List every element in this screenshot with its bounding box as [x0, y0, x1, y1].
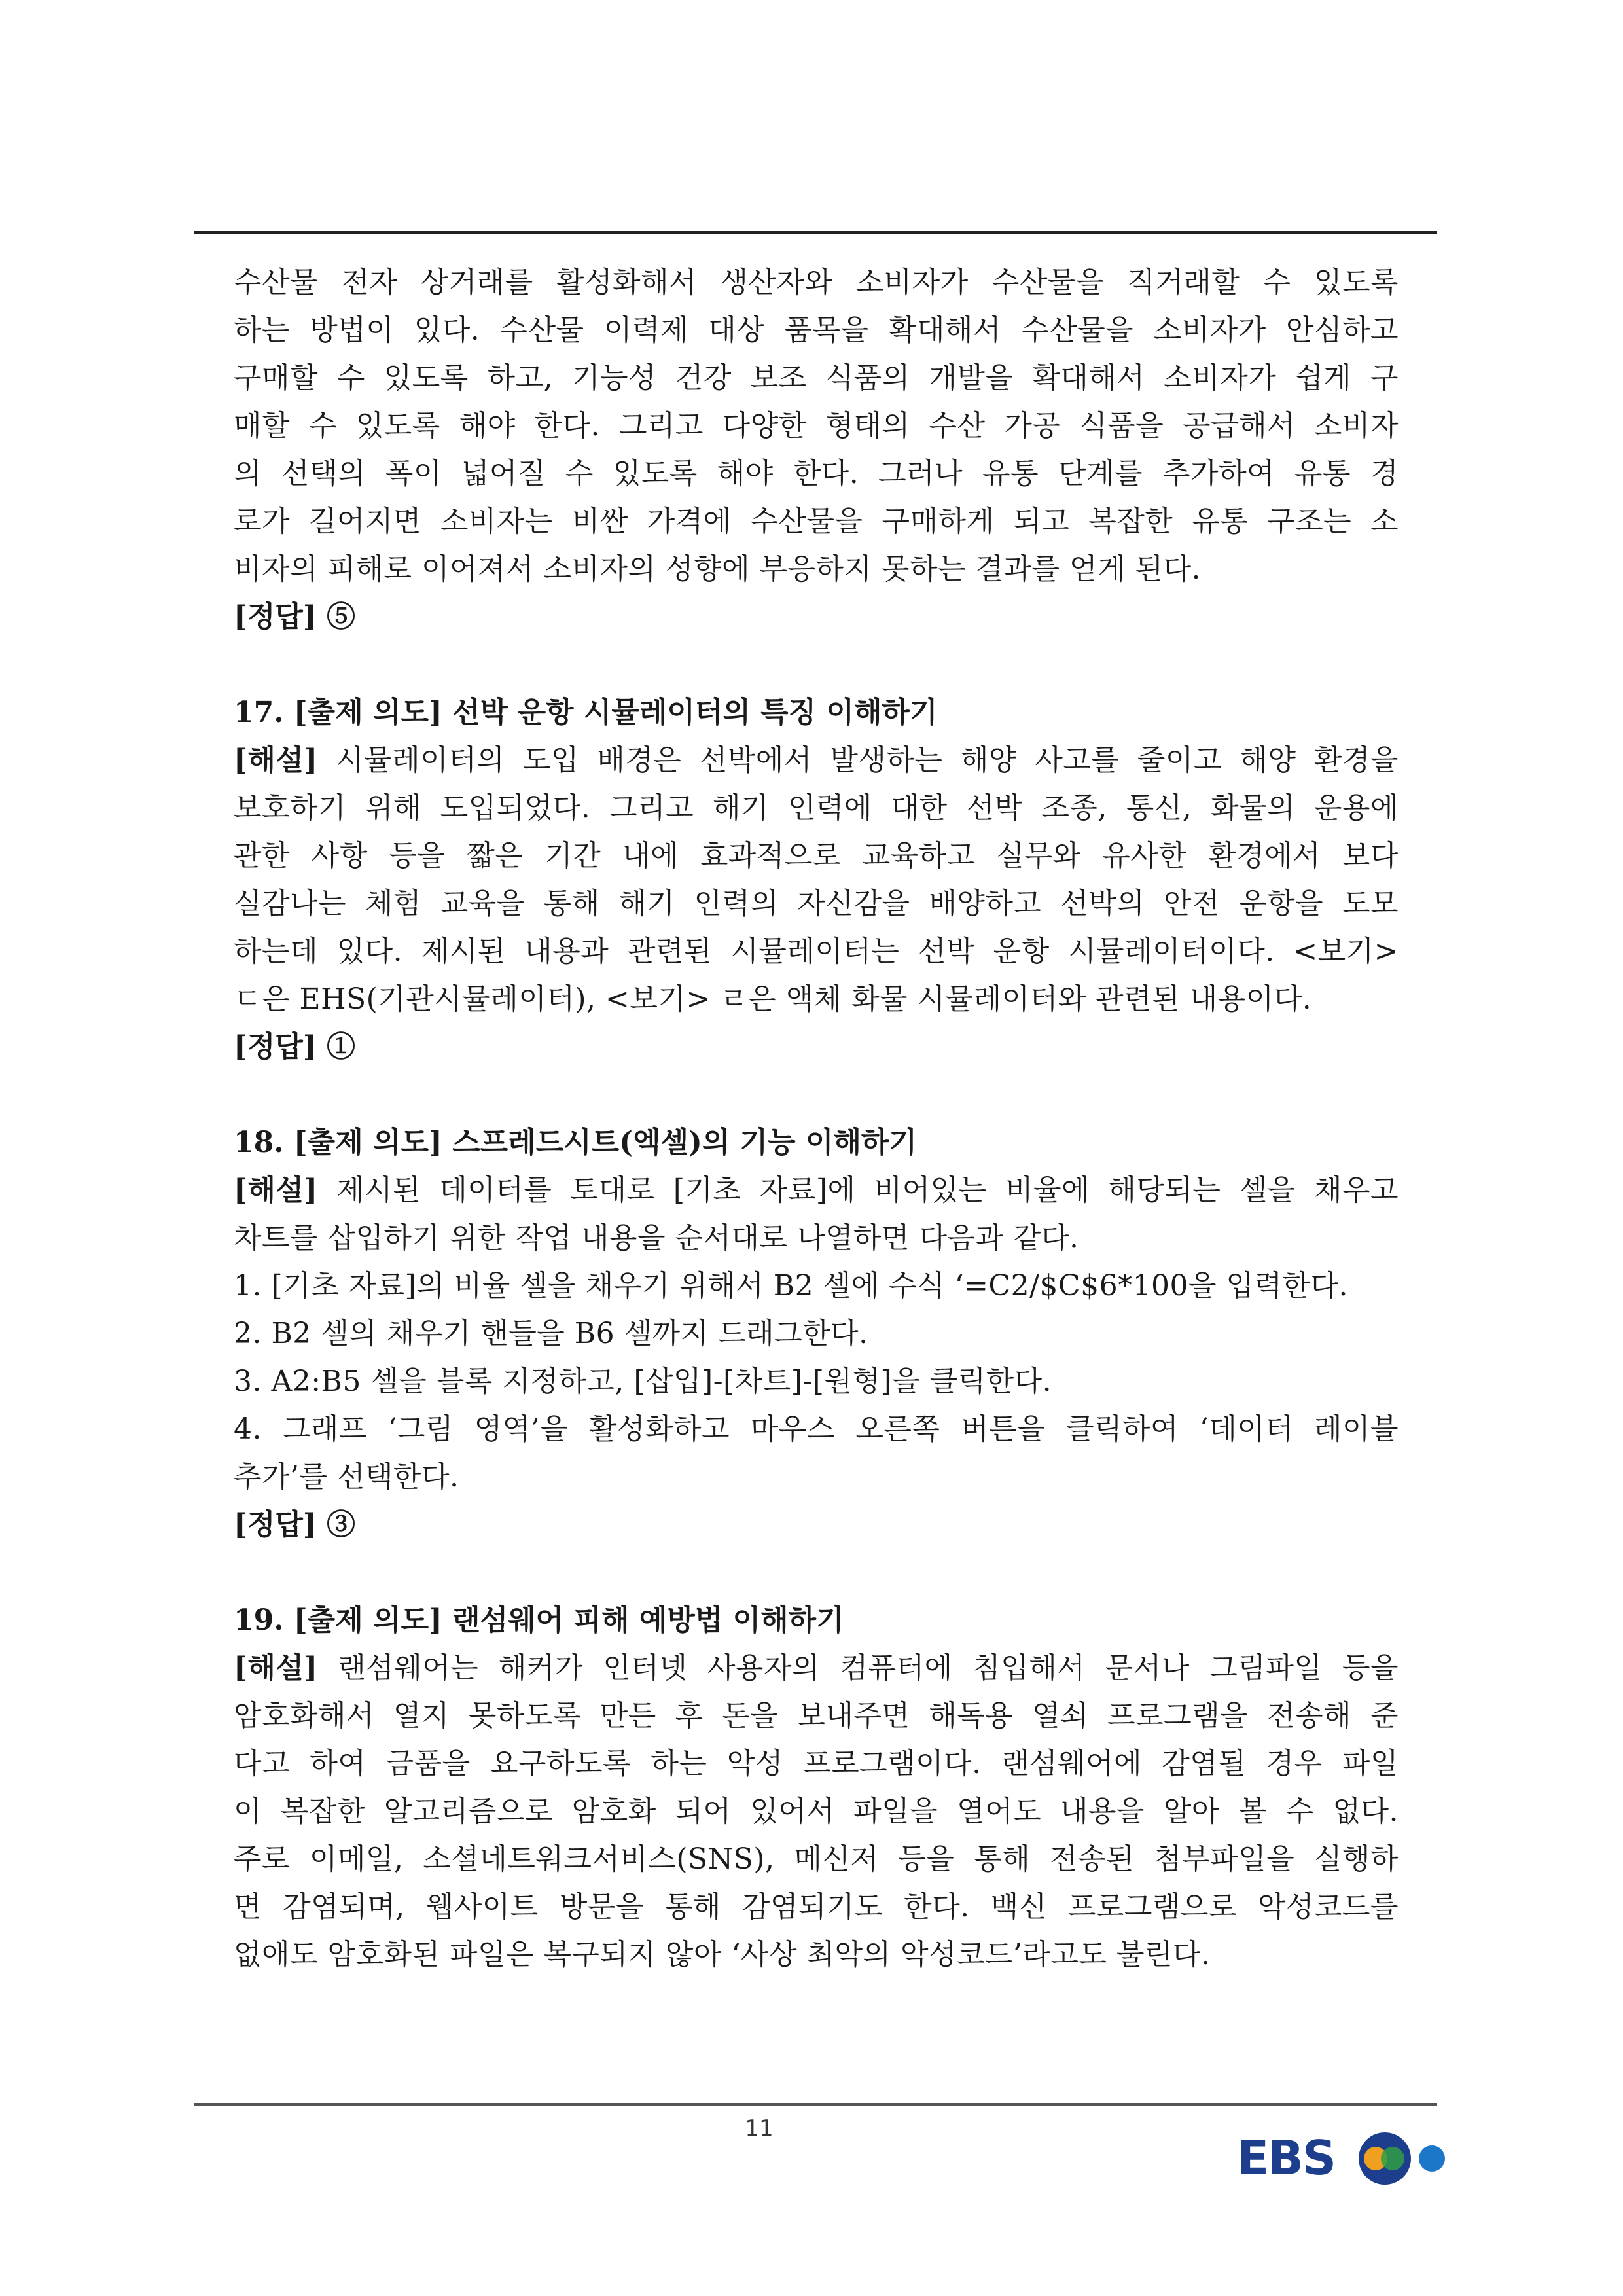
- ebs-logo: [1236, 2121, 1452, 2193]
- intro-paragraph: [234, 259, 1399, 593]
- answer-17: [정답] ①: [234, 1030, 355, 1064]
- ebs-logo-text: EBS: [1237, 2130, 1335, 2185]
- answer-18: [정답] ③: [234, 1508, 355, 1541]
- intro-line: 매할 수 있도록 해야 한다. 그리고 다양한 형태의 수산 가공 식품을 공급해서 소비자: [234, 409, 1399, 442]
- question-19-first-line: [234, 1644, 1399, 1692]
- explanation-label: [해설]: [234, 1174, 318, 1207]
- page-body: [234, 259, 1399, 1979]
- explanation-line: 실감나는 체험 교육을 통해 해기 인력의 자신감을 배양하고 선박의 안전 운항을 도모: [234, 887, 1399, 920]
- step-item: 2. B2 셀의 채우기 핸들을 B6 셀까지 드래그한다.: [234, 1317, 868, 1350]
- ebs-logo-dot-green: [1381, 2147, 1404, 2170]
- intro-line: 로가 길어지면 소비자는 비싼 가격에 수산물을 구매하게 되고 복잡한 유통 구조는 소: [234, 505, 1399, 538]
- step-item: 4. 그래프 ‘그림 영역’을 활성화하고 마우스 오른쪽 버튼을 클릭하여 ‘데이터 레이블: [234, 1412, 1399, 1446]
- step-item: 1. [기초 자료]의 비율 셀을 채우기 위해서 B2 셀에 수식 ‘=C2/$C$6*100을 입력한다.: [234, 1269, 1349, 1302]
- question-17-first-line: [234, 736, 1399, 784]
- explanation-line: 차트를 삽입하기 위한 작업 내용을 순서대로 나열하면 다음과 같다.: [234, 1221, 1079, 1255]
- explanation-line: 주로 이메일, 소셜네트워크서비스(SNS), 메신저 등을 통해 전송된 첨부파일을 실행하: [234, 1842, 1399, 1876]
- question-19-title: 19. [출제 의도] 랜섬웨어 피해 예방법 이해하기: [234, 1604, 844, 1637]
- explanation-line: 보호하기 위해 도입되었다. 그리고 해기 인력에 대한 선박 조종, 통신, 화물의 운용에: [234, 791, 1399, 825]
- explanation-line: 관한 사항 등을 짧은 기간 내에 효과적으로 교육하고 실무와 유사한 환경에서 보다: [234, 839, 1399, 872]
- explanation-label: [해설]: [234, 1651, 318, 1685]
- explanation-text: 랜섬웨어는 해커가 인터넷 사용자의 컴퓨터에 침입해서 문서나 그림파일 등을: [317, 1651, 1399, 1685]
- page-number: 11: [745, 2115, 774, 2142]
- explanation-line: 다고 하여 금품을 요구하도록 하는 악성 프로그램이다. 랜섬웨어에 감염될 경우 파일: [234, 1747, 1399, 1780]
- explanation-line: 하는데 있다. 제시된 내용과 관련된 시뮬레이터는 선박 운항 시뮬레이터이다. <보기>: [234, 935, 1399, 968]
- explanation-line: 이 복잡한 알고리즘으로 암호화 되어 있어서 파일을 열어도 내용을 알아 볼 수 없다.: [234, 1795, 1399, 1828]
- step-item-continuation: 추가’를 선택한다.: [234, 1460, 459, 1494]
- intro-line: 의 선택의 폭이 넓어질 수 있도록 해야 한다. 그러나 유통 단계를 추가하여 유통 경: [234, 457, 1399, 490]
- explanation-label: [해설]: [234, 744, 318, 777]
- explanation-line: 면 감염되며, 웹사이트 방문을 통해 감염되기도 한다. 백신 프로그램으로 악성코드를: [234, 1890, 1399, 1924]
- question-18-title: 18. [출제 의도] 스프레드시트(엑셀)의 기능 이해하기: [234, 1126, 917, 1159]
- explanation-line: ㄷ은 EHS(기관시뮬레이터), <보기> ㄹ은 액체 화물 시뮬레이터와 관련된 내용이다.: [234, 982, 1312, 1016]
- step-item: 3. A2:B5 셀을 블록 지정하고, [삽입]-[차트]-[원형]을 클릭한다.: [234, 1365, 1052, 1398]
- intro-line: 수산물 전자 상거래를 활성화해서 생산자와 소비자가 수산물을 직거래할 수 있도록: [234, 266, 1399, 299]
- explanation-line: 암호화해서 열지 못하도록 만든 후 돈을 보내주면 해독용 열쇠 프로그램을 전송해 준: [234, 1699, 1399, 1732]
- question-18-first-line: [234, 1166, 1399, 1214]
- question-17-title: 17. [출제 의도] 선박 운항 시뮬레이터의 특징 이해하기: [234, 696, 938, 729]
- explanation-text: 제시된 데이터를 토대로 [기초 자료]에 비어있는 비율에 해당되는 셀을 채우고: [317, 1174, 1399, 1207]
- ebs-logo-dot-blue: [1419, 2145, 1445, 2172]
- intro-line: 구매할 수 있도록 하고, 기능성 건강 보조 식품의 개발을 확대해서 소비자가 쉽게 구: [234, 361, 1399, 395]
- answer-16: [정답] ⑤: [234, 600, 355, 634]
- header-rule: [194, 231, 1437, 234]
- intro-line: 비자의 피해로 이어져서 소비자의 성향에 부응하지 못하는 결과를 얻게 된다.: [234, 552, 1201, 586]
- intro-line: 하는 방법이 있다. 수산물 이력제 대상 품목을 확대해서 수산물을 소비자가 안심하고: [234, 314, 1399, 347]
- explanation-line: 없애도 암호화된 파일은 복구되지 않아 ‘사상 최악의 악성코드’라고도 불린다.: [234, 1938, 1211, 1971]
- explanation-text: 시뮬레이터의 도입 배경은 선박에서 발생하는 해양 사고를 줄이고 해양 환경을: [317, 744, 1399, 777]
- footer-rule: [194, 2103, 1437, 2106]
